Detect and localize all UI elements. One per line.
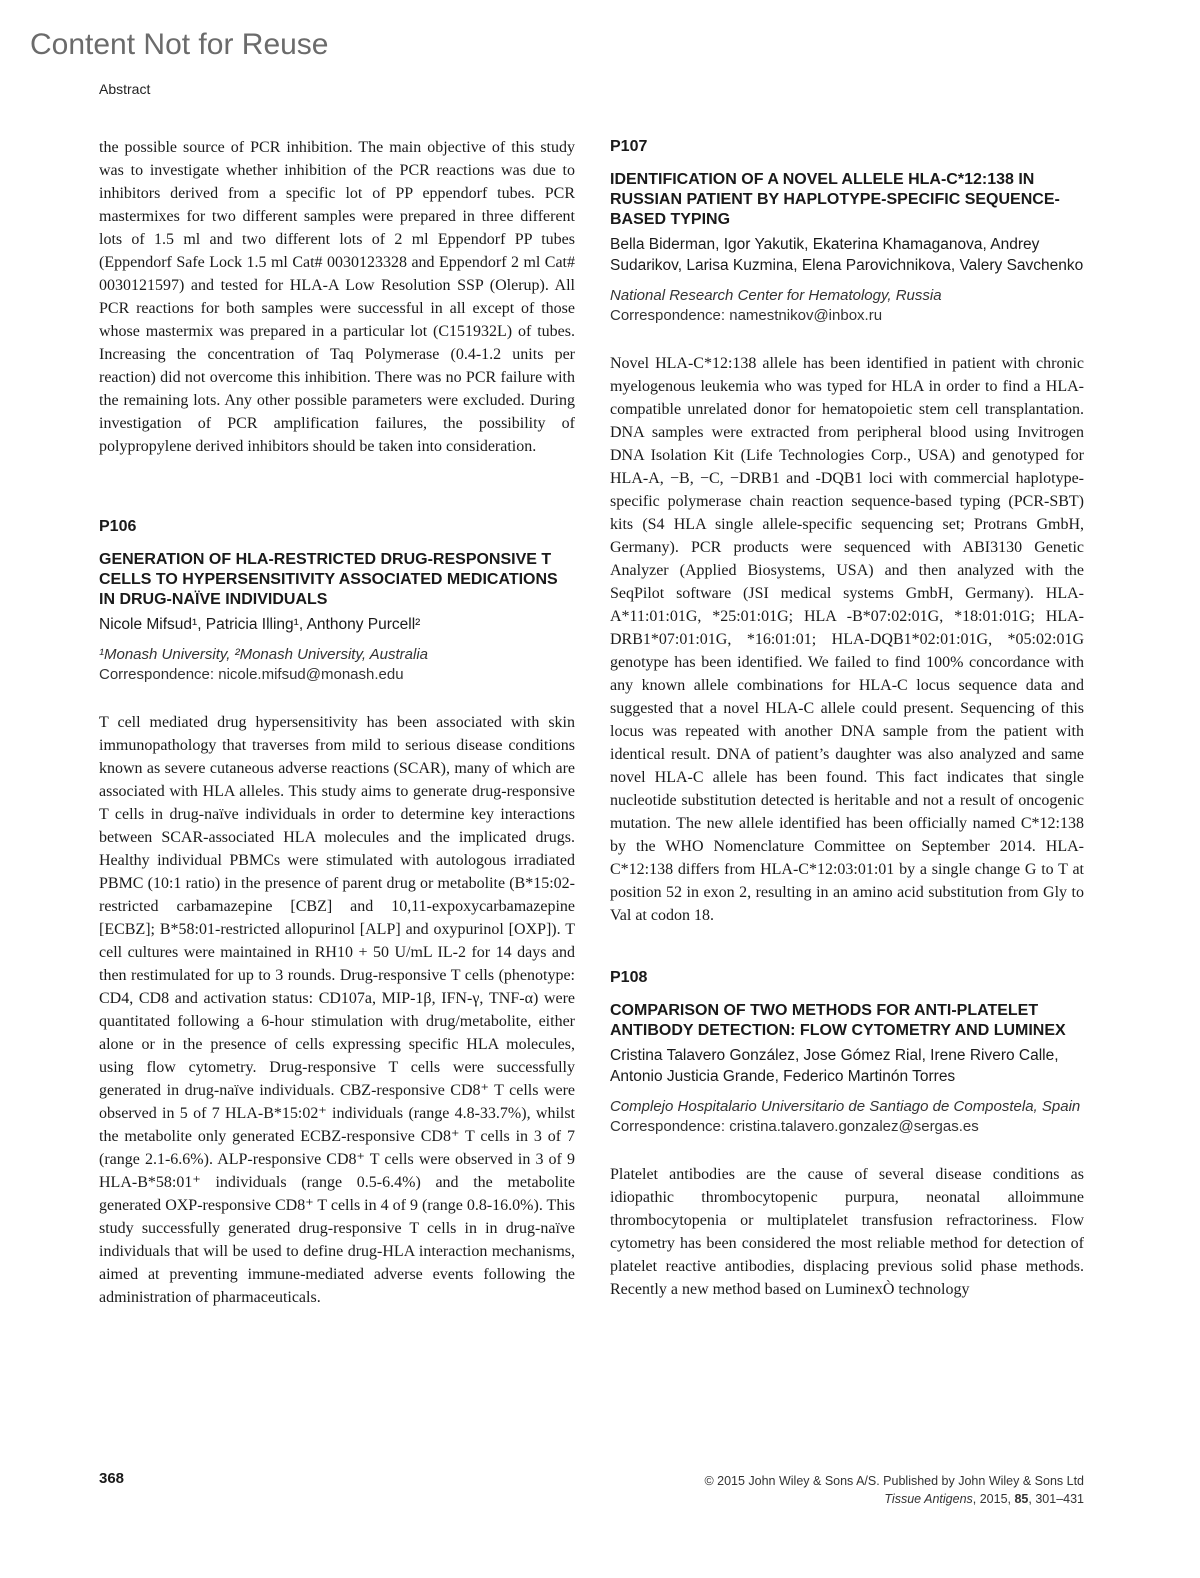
abstract-body: Platelet antibodies are the cause of several disease conditions as idiopathic thrombocytopenic purpura, neonatal alloimmune thrombocytopenia or multiplatelet transfusion refractoriness. Flow cytometry has been considered the most reliable method for detection of platelet reactive antibodies, displacing previous solid phase methods. Recently a new method based on LuminexÒ technology: [610, 1166, 1084, 1298]
page-number: 368: [99, 1470, 125, 1487]
abstract-body: T cell mediated drug hypersensitivity has been associated with skin immunopathology that traverses from mild to serious disease conditions known as severe cutaneous adverse reactions (SCAR), many of which are associated with HLA alleles. This study aims to generate drug-responsive T cells in drug-naïve individuals in order to determine key interactions between SCAR-associated HLA molecules and the implicated drugs. Healthy individual PBMCs were stimulated with autologous irradiated PBMC (10:1 ratio) in the presence of parent drug or metabolite (B*15:02-restricted carbamazepine [CBZ] and 10,11-expoxycarbamazepine [ECBZ]; B*58:01-restricted allopurinol [ALP] and oxypurinol [OXP]). T cell cultures were maintained in RH10 + 50 U/mL IL-2 for 14 days and then restimulated for up to 3 rounds. Drug-responsive T cells (phenotype: CD4, CD8 and activation status: CD107a, MIP-1β, IFN-γ, TNF-α) were quantitated following a 6-hour stimulation with drug/metabolite, either alone or in the presence of cells expressing specific HLA molecules, using flow cytometry. Drug-responsive T cells were successfully generated in drug-naïve individuals. CBZ-responsive CD8⁺ T cells were observed in 5 of 7 HLA-B*15:02⁺ individuals (range 4.8-33.7%), whilst the metabolite only generated ECBZ-responsive CD8⁺ T cells in 3 of 7 (range 2.1-6.6%). ALP-responsive CD8⁺ T cells were observed in 3 of 9 HLA-B*58:01⁺ individuals (range 0.5-6.4%) and the metabolite generated OXP-responsive CD8⁺ T cells in 4 of 9 (range 0.8-16.0%). This study successfully generated drug-responsive T cells in in drug-naïve individuals that will be used to define drug-HLA interaction mechanisms, aimed at preventing immune-mediated adverse events following the administration of pharmaceuticals.: [99, 714, 575, 1306]
abstract-authors: Bella Biderman, Igor Yakutik, Ekaterina Khamaganova, Andrey Sudarikov, Larisa Kuzmina, Elena Parovichnikova, Valery Savchenko: [610, 236, 1084, 274]
abstract-affiliation: ¹Monash University, ²Monash University, Australia: [99, 646, 428, 663]
journal-name: Tissue Antigens: [884, 1492, 973, 1506]
abstract-code: P107: [610, 138, 648, 155]
volume-number: 85: [1014, 1492, 1029, 1506]
abstract-code: P108: [610, 969, 648, 986]
abstract-p106: [99, 516, 575, 1309]
citation-year: , 2015,: [972, 1492, 1015, 1506]
abstract-affiliation: Complejo Hospitalario Universitario de Santiago de Compostela, Spain: [610, 1098, 1081, 1115]
abstract-authors: Cristina Talavero González, Jose Gómez Rial, Irene Rivero Calle, Antonio Justicia Grande, Federico Martinón Torres: [610, 1047, 1059, 1085]
right-column: [610, 136, 1084, 1301]
abstract-correspondence: Correspondence: nicole.mifsud@monash.edu: [99, 666, 404, 683]
abstract-authors: Nicole Mifsud¹, Patricia Illing¹, Anthony Purcell²: [99, 616, 421, 633]
footer-citation: [704, 1472, 1084, 1508]
continued-abstract-text: the possible source of PCR inhibition. The main objective of this study was to investigate whether inhibition of the PCR reactions was due to inhibitors derived from a specific lot of PP eppendorf tubes. PCR mastermixes for two different samples were prepared in three different lots of 1.5 ml and two different lots of 2 ml Eppendorf PP tubes (Eppendorf Safe Lock 1.5 ml Cat# 0030123328 and Eppendorf 2 ml Cat# 0030121597) and tested for HLA-A Low Resolution SSP (Olerup). All PCR reactions for both samples were successful in all except of those whose mastermix was prepared in a particular lot (C151932L) of tubes. Increasing the concentration of Taq Polymerase (0.4-1.2 units per reaction) did not overcome this inhibition. There was no PCR failure with the remaining lots. Any other possible parameters were excluded. During investigation of PCR amplification failures, the possibility of polypropylene derived inhibitors should be taken into consideration.: [99, 139, 575, 455]
abstract-p107: [610, 136, 1084, 927]
abstract-correspondence: Correspondence: namestnikov@inbox.ru: [610, 307, 883, 324]
watermark: Content Not for Reuse: [30, 28, 329, 61]
page-range: , 301–431: [1028, 1492, 1084, 1506]
abstract-correspondence: Correspondence: cristina.talavero.gonzalez@sergas.es: [610, 1118, 979, 1135]
journal-citation: [704, 1490, 1084, 1508]
abstract-title: GENERATION OF HLA-RESTRICTED DRUG-RESPONSIVE T CELLS TO HYPERSENSITIVITY ASSOCIATED MEDICATIONS IN DRUG-NAÏVE INDIVIDUALS: [99, 551, 558, 608]
abstract-title: COMPARISON OF TWO METHODS FOR ANTI-PLATELET ANTIBODY DETECTION: FLOW CYTOMETRY AND LUMINEX: [610, 1002, 1066, 1039]
abstract-title: IDENTIFICATION OF A NOVEL ALLELE HLA-C*12:138 IN RUSSIAN PATIENT BY HAPLOTYPE-SPECIFIC SEQUENCE-BASED TYPING: [610, 171, 1060, 228]
left-column: [99, 136, 575, 1309]
copyright-line: © 2015 John Wiley & Sons A/S. Published by John Wiley & Sons Ltd: [704, 1474, 1084, 1488]
abstract-code: P106: [99, 518, 137, 535]
abstract-affiliation: National Research Center for Hematology, Russia: [610, 287, 942, 304]
abstract-body: Novel HLA-C*12:138 allele has been identified in patient with chronic myelogenous leukemia who was typed for HLA in order to find a HLA-compatible unrelated donor for hematopoietic stem cell transplantation. DNA samples were extracted from peripheral blood using Invitrogen DNA Isolation Kit (Life Technologies Corp., USA) and genotyped for HLA-A, −B, −C, −DRB1 and -DQB1 loci with commercial haplotype-specific polymerase chain reaction sequence-based typing (PCR-SBT) kits (S4 HLA single allele-specific sequencing set; Protrans GmbH, Germany). PCR products were sequenced with ABI3130 Genetic Analyzer (Applied Biosystems, USA) and then analyzed with the SeqPilot software (JSI medical systems GmbH, Germany). HLA-A*11:01:01G, *25:01:01G; HLA -B*07:02:01G, *18:01:01G; HLA-DRB1*07:01:01G, *16:01:01; HLA-DQB1*02:01:01G, *05:02:01G genotype has been identified. We failed to find 100% concordance with any known allele combinations for HLA-C locus sequence data and suggested that a novel HLA-C allele could present. Sequencing of this locus was repeated with another DNA sample from the patient with identical result. DNA of patient’s daughter was also analyzed and same novel HLA-C allele has been found. This fact indicates that single nucleotide substitution detected is heritable and not a result of oncogenic mutation. The new allele identified has been officially named C*12:138 by the WHO Nomenclature Committee on September 2014. HLA-C*12:138 differs from HLA-C*12:03:01:01 by a single change G to T at position 52 in exon 2, resulting in an amino acid substitution from Gly to Val at codon 18.: [610, 355, 1084, 924]
section-label: Abstract: [99, 81, 151, 97]
abstract-p108: [610, 967, 1084, 1301]
